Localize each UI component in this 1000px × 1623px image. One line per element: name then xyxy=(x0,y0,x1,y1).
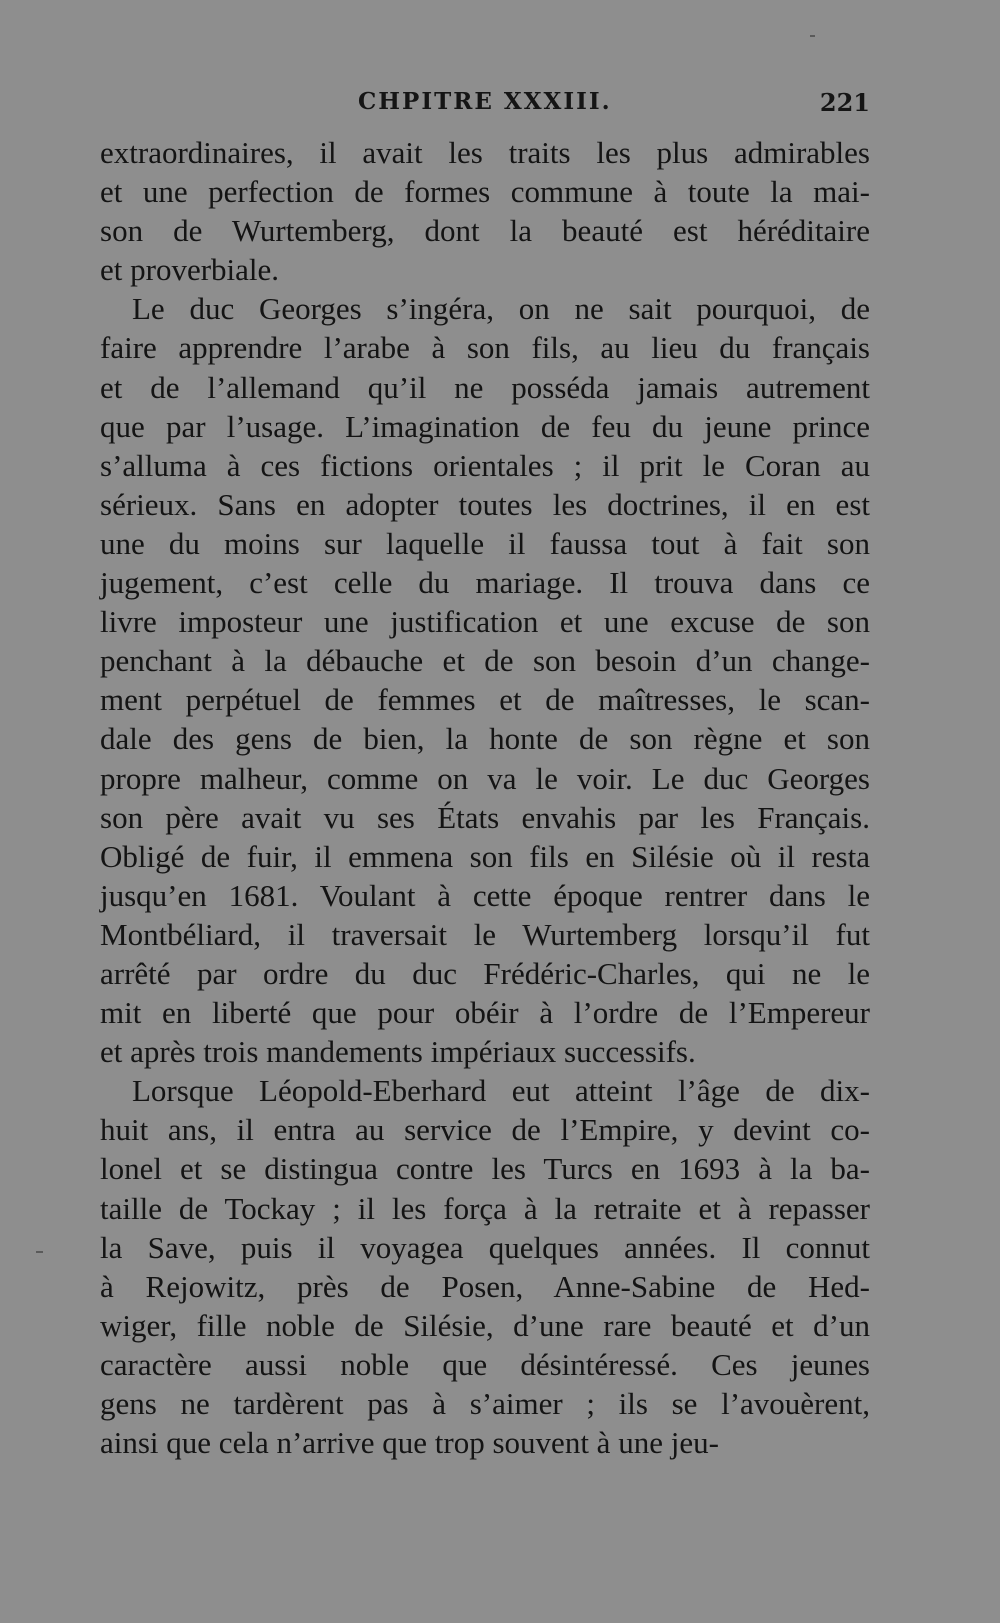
text-line: caractère aussi noble que désintéressé. Ces jeunes xyxy=(100,1346,870,1382)
text-line: Montbéliard, il traversait le Wurtemberg lorsqu’il fut xyxy=(100,916,870,952)
text-line: propre malheur, comme on va le voir. Le duc Georges xyxy=(100,760,870,796)
text-line: jugement, c’est celle du mariage. Il trouva dans ce xyxy=(100,565,870,601)
text-line: dale des gens de bien, la honte de son règne et son xyxy=(100,721,870,757)
text-line: arrêté par ordre du duc Frédéric-Charles, qui ne le xyxy=(100,955,870,991)
text-line: huit ans, il entra au service de l’Empire, y devint co- xyxy=(100,1112,870,1148)
text-line: son de Wurtemberg, dont la beauté est héréditaire xyxy=(100,213,870,249)
text-line: et de l’allemand qu’il ne posséda jamais autrement xyxy=(100,369,870,405)
chapter-title: CHPITRE XXXIII. xyxy=(358,88,612,115)
text-line: ment perpétuel de femmes et de maîtresses, le scan- xyxy=(100,682,870,718)
text-line: et proverbiale. xyxy=(100,252,280,288)
body-text xyxy=(100,133,870,1462)
text-line: faire apprendre l’arabe à son fils, au lieu du français xyxy=(100,330,870,366)
text-line: gens ne tardèrent pas à s’aimer ; ils se l’avouèrent, xyxy=(100,1386,870,1421)
text-line: extraordinaires, il avait les traits les plus admirables xyxy=(100,135,870,170)
text-line: wiger, fille noble de Silésie, d’une rare beauté et d’un xyxy=(100,1307,870,1343)
text-line: Lorsque Léopold-Eberhard eut atteint l’âge de dix- xyxy=(132,1073,870,1109)
text-line: sérieux. Sans en adopter toutes les doctrines, il en est xyxy=(100,486,870,522)
text-line: ainsi que cela n’arrive que trop souvent à une jeu- xyxy=(100,1425,719,1461)
text-line: Le duc Georges s’ingéra, on ne sait pourquoi, de xyxy=(132,291,870,327)
text-line: Obligé de fuir, il emmena son fils en Silésie où il resta xyxy=(100,838,870,874)
text-line: lonel et se distingua contre les Turcs en 1693 à la ba- xyxy=(100,1151,870,1187)
paragraph xyxy=(100,133,870,289)
running-head xyxy=(100,88,870,128)
paragraph xyxy=(100,289,870,1071)
print-speck xyxy=(810,35,815,37)
text-line: son père avait vu ses États envahis par les Français. xyxy=(100,799,870,835)
text-line: s’alluma à ces fictions orientales ; il prit le Coran au xyxy=(100,447,870,483)
text-line: jusqu’en 1681. Voulant à cette époque rentrer dans le xyxy=(100,877,870,913)
text-line: livre imposteur une justification et une excuse de son xyxy=(100,604,870,640)
text-line: mit en liberté que pour obéir à l’ordre de l’Empereur xyxy=(100,995,870,1031)
text-line: et une perfection de formes commune à toute la mai- xyxy=(100,174,870,210)
paragraph xyxy=(100,1071,870,1462)
page-number: 221 xyxy=(819,88,870,117)
text-line: que par l’usage. L’imagination de feu du jeune prince xyxy=(100,408,870,444)
text-line: à Rejowitz, près de Posen, Anne-Sabine de Hed- xyxy=(100,1268,870,1304)
text-line: la Save, puis il voyagea quelques années. Il connut xyxy=(100,1229,870,1265)
text-line: taille de Tockay ; il les força à la retraite et à repasser xyxy=(100,1190,870,1226)
print-speck xyxy=(36,1251,43,1253)
text-line: une du moins sur laquelle il faussa tout à fait son xyxy=(100,525,870,561)
text-line: et après trois mandements impériaux successifs. xyxy=(100,1034,696,1070)
text-line: penchant à la débauche et de son besoin d’un change- xyxy=(100,643,870,679)
